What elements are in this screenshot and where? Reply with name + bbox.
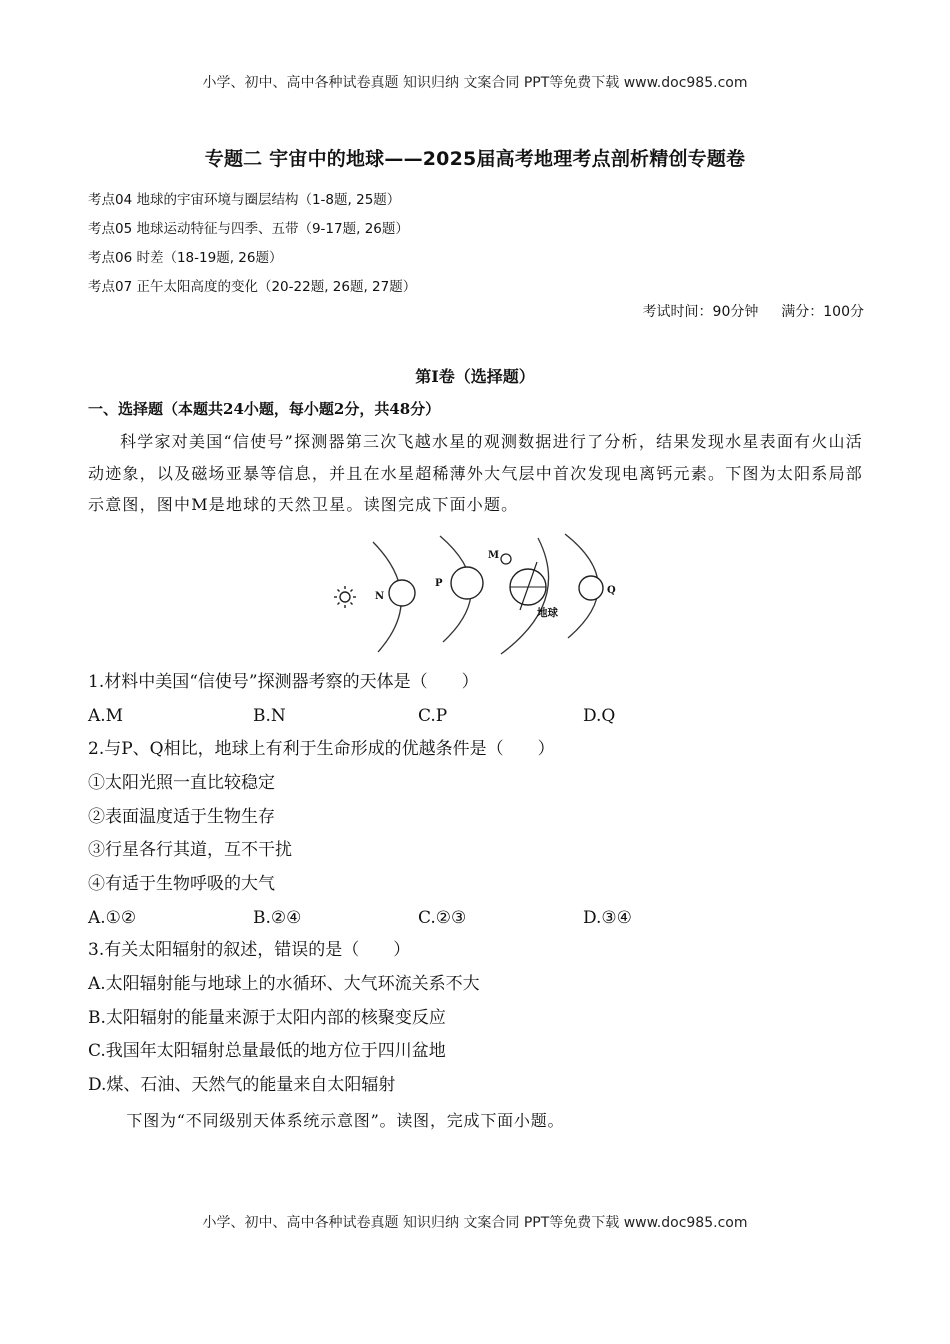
option-b[interactable]: B.N — [253, 705, 286, 726]
label-m: M — [488, 550, 500, 561]
knowledge-point: 考点06 时差（18-19题, 26题） — [88, 250, 283, 266]
option-d[interactable]: D.Q — [583, 705, 616, 726]
knowledge-point: 考点04 地球的宇宙环境与圈层结构（1-8题, 25题） — [88, 192, 401, 208]
solar-system-diagram — [325, 530, 625, 660]
option-c[interactable]: C.②③ — [418, 907, 467, 928]
option-b[interactable]: B.②④ — [253, 907, 302, 928]
knowledge-point-list — [88, 186, 868, 302]
knowledge-point: 考点07 正午太阳高度的变化（20-22题, 26题, 27题） — [88, 279, 417, 295]
planet-p — [451, 567, 483, 599]
section-title: 一、选择题（本题共24小题，每小题2分，共48分） — [88, 400, 441, 418]
knowledge-point: 考点05 地球运动特征与四季、五带（9-17题, 26题） — [88, 221, 409, 237]
document-title: 专题二 宇宙中的地球——2025届高考地理考点剖析精创专题卷 — [204, 148, 746, 170]
label-n: N — [375, 591, 385, 602]
question-2 — [88, 733, 878, 936]
statement-3: ③行星各行其道，互不干扰 — [88, 840, 292, 861]
statement-4: ④有适于生物呼吸的大气 — [88, 874, 275, 895]
header-banner: 小学、初中、高中各种试卷真题 知识归纳 文案合同 PPT等免费下载 www.doc985.com — [202, 75, 748, 91]
question-3 — [88, 934, 878, 1103]
planet-q — [579, 576, 603, 600]
option-d[interactable]: D.③④ — [583, 907, 632, 928]
moon-m — [501, 554, 511, 564]
option-row — [88, 700, 878, 734]
option-row — [88, 902, 878, 936]
option-a[interactable]: A.①② — [88, 907, 137, 928]
volume-title: 第Ⅰ卷（选择题） — [415, 367, 535, 386]
statement-2: ②表面温度适于生物生存 — [88, 806, 275, 827]
option-a[interactable]: A.M — [88, 705, 124, 726]
option-c[interactable]: C.我国年太阳辐射总量最低的地方位于四川盆地 — [88, 1041, 446, 1062]
option-b[interactable]: B.太阳辐射的能量来源于太阳内部的核聚变反应 — [88, 1007, 446, 1028]
footer-banner: 小学、初中、高中各种试卷真题 知识归纳 文案合同 PPT等免费下载 www.doc985.com — [202, 1215, 748, 1231]
exam-time: 考试时间：90分钟 — [642, 304, 759, 320]
planet-earth — [510, 562, 546, 610]
question-stem: 1.材料中美国“信使号”探测器考察的天体是（ ） — [88, 672, 479, 692]
question-stem: 3.有关太阳辐射的叙述，错误的是（ ） — [88, 940, 411, 960]
exam-info — [643, 301, 864, 321]
option-a[interactable]: A.太阳辐射能与地球上的水循环、大气环流关系不大 — [88, 973, 480, 994]
exam-score: 满分：100分 — [781, 304, 864, 320]
label-q: Q — [607, 585, 616, 596]
label-p: P — [435, 578, 443, 589]
option-d[interactable]: D.煤、石油、天然气的能量来自太阳辐射 — [88, 1075, 396, 1096]
option-c[interactable]: C.P — [418, 705, 448, 726]
reading-passage: 科学家对美国“信使号”探测器第三次飞越水星的观测数据进行了分析，结果发现水星表面有火山活动迹象，以及磁场亚暴等信息，并且在水星超稀薄外大气层中首次发现电离钙元素。下图为太阳系局部示意图，图中M是地球的天然卫星。读图完成下面小题。 — [88, 432, 863, 514]
question-1 — [88, 666, 878, 734]
planet-n — [389, 580, 415, 606]
statement-1: ①太阳光照一直比较稳定 — [88, 772, 275, 793]
question-stem: 2.与P、Q相比，地球上有利于生命形成的优越条件是（ ） — [88, 739, 555, 759]
label-earth: 地球 — [537, 607, 558, 619]
next-question-intro: 下图为“不同级别天体系统示意图”。读图，完成下面小题。 — [126, 1111, 565, 1130]
sun-icon — [334, 586, 356, 608]
